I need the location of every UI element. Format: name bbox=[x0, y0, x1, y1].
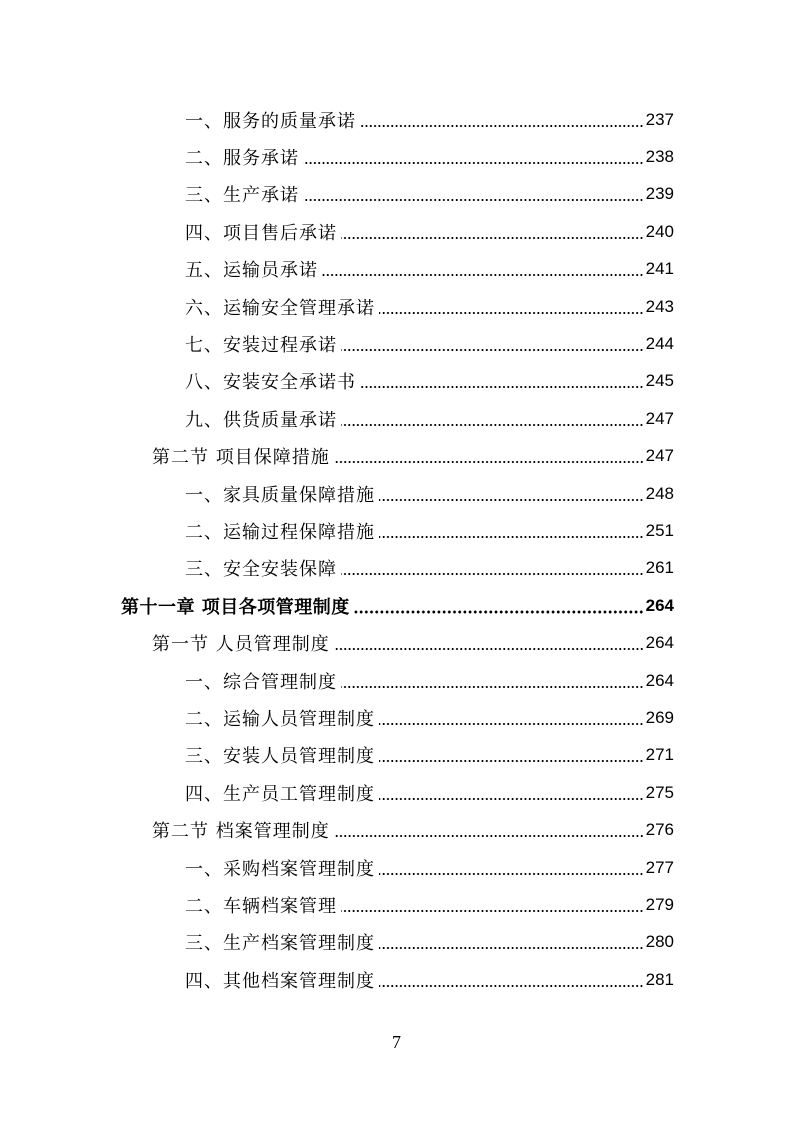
toc-dot-leader bbox=[379, 722, 644, 726]
toc-entry-page-number: 280 bbox=[645, 932, 674, 952]
toc-dot-leader bbox=[360, 124, 644, 128]
toc-entry-page-number: 251 bbox=[645, 520, 674, 540]
toc-dot-leader bbox=[341, 572, 644, 576]
toc-entry-page-number: 239 bbox=[645, 184, 674, 204]
toc-dot-leader bbox=[303, 198, 644, 202]
toc-chapter-entry[interactable] bbox=[0, 587, 793, 624]
toc-entry-title: 四、生产员工管理制度 bbox=[185, 783, 375, 805]
toc-entry-page-number: 245 bbox=[645, 371, 674, 391]
toc-item-entry[interactable] bbox=[0, 288, 793, 325]
toc-dot-leader bbox=[341, 348, 644, 352]
toc-entry-title: 二、运输过程保障措施 bbox=[185, 521, 375, 543]
toc-dot-leader bbox=[379, 759, 644, 763]
toc-entry-page-number: 248 bbox=[645, 483, 674, 503]
toc-entry-title: 三、安装人员管理制度 bbox=[185, 746, 375, 768]
toc-entry-page-number: 276 bbox=[645, 820, 674, 840]
toc-entry-title: 一、家具质量保障措施 bbox=[185, 484, 375, 506]
toc-item-entry[interactable] bbox=[0, 138, 793, 175]
toc-item-entry[interactable] bbox=[0, 849, 793, 886]
toc-dot-leader bbox=[341, 423, 644, 427]
toc-entry-title: 第二节 项目保障措施 bbox=[152, 447, 330, 469]
toc-item-entry[interactable] bbox=[0, 512, 793, 549]
toc-item-entry[interactable] bbox=[0, 251, 793, 288]
toc-dot-leader bbox=[379, 872, 644, 876]
toc-dot-leader bbox=[379, 984, 644, 988]
toc-entry-title: 一、采购档案管理制度 bbox=[185, 858, 375, 880]
toc-entry-title: 三、生产档案管理制度 bbox=[185, 933, 375, 955]
toc-entry-title: 第十一章 项目各项管理制度 bbox=[121, 596, 350, 618]
toc-dot-leader bbox=[334, 647, 644, 651]
toc-item-entry[interactable] bbox=[0, 550, 793, 587]
table-of-contents bbox=[0, 101, 793, 998]
toc-dot-leader bbox=[341, 909, 644, 913]
toc-item-entry[interactable] bbox=[0, 774, 793, 811]
toc-item-entry[interactable] bbox=[0, 325, 793, 362]
toc-item-entry[interactable] bbox=[0, 699, 793, 736]
toc-dot-leader bbox=[341, 236, 644, 240]
toc-section-entry[interactable] bbox=[0, 624, 793, 661]
toc-entry-page-number: 241 bbox=[645, 259, 674, 279]
toc-item-entry[interactable] bbox=[0, 363, 793, 400]
toc-entry-title: 四、项目售后承诺 bbox=[185, 222, 337, 244]
toc-section-entry[interactable] bbox=[0, 438, 793, 475]
toc-entry-page-number: 243 bbox=[645, 296, 674, 316]
toc-dot-leader bbox=[379, 311, 644, 315]
toc-item-entry[interactable] bbox=[0, 924, 793, 961]
toc-entry-page-number: 269 bbox=[645, 707, 674, 727]
toc-dot-leader bbox=[334, 460, 644, 464]
toc-item-entry[interactable] bbox=[0, 737, 793, 774]
toc-item-entry[interactable] bbox=[0, 475, 793, 512]
toc-item-entry[interactable] bbox=[0, 176, 793, 213]
toc-item-entry[interactable] bbox=[0, 213, 793, 250]
toc-entry-page-number: 238 bbox=[645, 147, 674, 167]
toc-entry-title: 八、安装安全承诺书 bbox=[185, 372, 356, 394]
toc-entry-page-number: 240 bbox=[645, 221, 674, 241]
toc-entry-title: 一、服务的质量承诺 bbox=[185, 110, 356, 132]
toc-entry-page-number: 264 bbox=[645, 595, 674, 615]
toc-entry-title: 二、车辆档案管理 bbox=[185, 895, 337, 917]
toc-entry-title: 二、服务承诺 bbox=[185, 148, 299, 170]
toc-section-entry[interactable] bbox=[0, 811, 793, 848]
toc-entry-page-number: 247 bbox=[645, 408, 674, 428]
toc-entry-title: 六、运输安全管理承诺 bbox=[185, 297, 375, 319]
toc-dot-leader bbox=[379, 535, 644, 539]
toc-entry-title: 第二节 档案管理制度 bbox=[152, 821, 330, 843]
toc-dot-leader bbox=[334, 834, 644, 838]
page-number: 7 bbox=[392, 1032, 401, 1052]
toc-entry-page-number: 264 bbox=[645, 633, 674, 653]
toc-dot-leader bbox=[322, 273, 644, 277]
toc-item-entry[interactable] bbox=[0, 101, 793, 138]
toc-entry-page-number: 244 bbox=[645, 334, 674, 354]
toc-entry-title: 三、安全安装保障 bbox=[185, 559, 337, 581]
toc-entry-title: 九、供货质量承诺 bbox=[185, 409, 337, 431]
toc-entry-page-number: 264 bbox=[645, 670, 674, 690]
toc-dot-leader bbox=[379, 797, 644, 801]
toc-item-entry[interactable] bbox=[0, 400, 793, 437]
toc-entry-page-number: 277 bbox=[645, 857, 674, 877]
toc-entry-title: 三、生产承诺 bbox=[185, 185, 299, 207]
toc-entry-title: 五、运输员承诺 bbox=[185, 260, 318, 282]
toc-dot-leader bbox=[303, 161, 644, 165]
toc-entry-page-number: 237 bbox=[645, 109, 674, 129]
toc-entry-page-number: 281 bbox=[645, 969, 674, 989]
toc-entry-page-number: 271 bbox=[645, 745, 674, 765]
toc-item-entry[interactable] bbox=[0, 961, 793, 998]
toc-entry-page-number: 247 bbox=[645, 446, 674, 466]
toc-entry-page-number: 279 bbox=[645, 894, 674, 914]
toc-entry-title: 第一节 人员管理制度 bbox=[152, 634, 330, 656]
toc-entry-page-number: 275 bbox=[645, 782, 674, 802]
toc-dot-leader bbox=[360, 385, 644, 389]
toc-item-entry[interactable] bbox=[0, 662, 793, 699]
toc-entry-title: 二、运输人员管理制度 bbox=[185, 708, 375, 730]
toc-dot-leader bbox=[379, 946, 644, 950]
toc-entry-title: 一、综合管理制度 bbox=[185, 671, 337, 693]
toc-entry-title: 七、安装过程承诺 bbox=[185, 335, 337, 357]
toc-dot-leader bbox=[354, 610, 644, 614]
toc-item-entry[interactable] bbox=[0, 886, 793, 923]
toc-dot-leader bbox=[341, 685, 644, 689]
toc-entry-page-number: 261 bbox=[645, 558, 674, 578]
toc-entry-title: 四、其他档案管理制度 bbox=[185, 970, 375, 992]
toc-dot-leader bbox=[379, 498, 644, 502]
